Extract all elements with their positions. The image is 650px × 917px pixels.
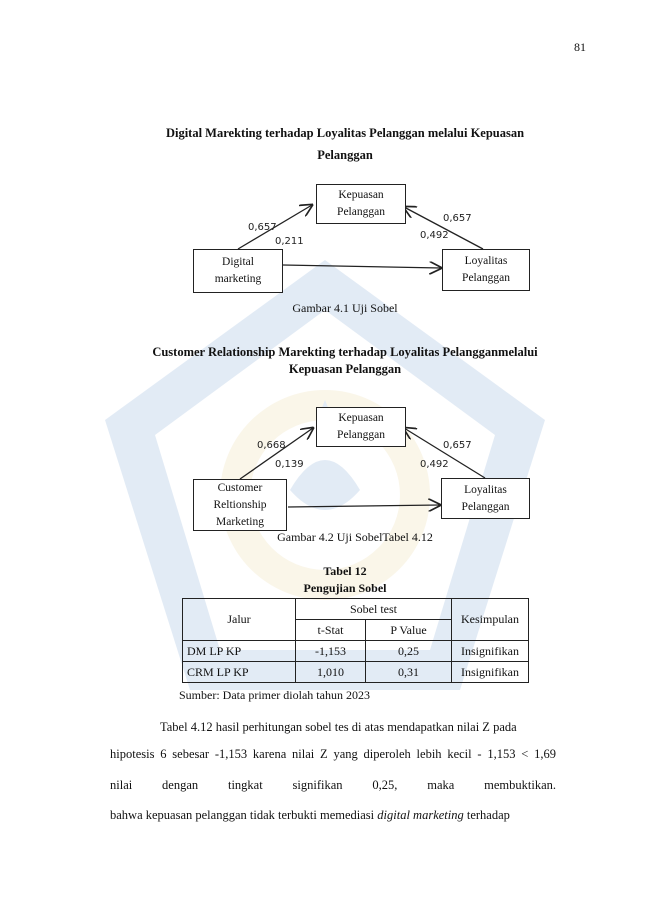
paragraph-line-4 bbox=[110, 806, 556, 824]
paragraph-text: terhadap bbox=[463, 808, 510, 822]
section2-heading-line1: Customer Relationship Marekting terhadap Loyalitas Pelangganmelalui bbox=[152, 345, 538, 359]
page-number: 81 bbox=[574, 40, 586, 54]
box-label: Marketing bbox=[216, 515, 264, 528]
box-label: Pelanggan bbox=[462, 272, 510, 284]
header-kesimpulan: Kesimpulan bbox=[452, 599, 529, 641]
box-label: Kepuasan bbox=[338, 412, 384, 424]
coefficient-label: 0,657 bbox=[443, 213, 472, 224]
box-kepuasan-pelanggan-1 bbox=[316, 184, 406, 224]
paragraph-line-1: Tabel 4.12 hasil perhitungan sobel tes di atas mendapatkan nilai Z pada bbox=[160, 720, 517, 734]
header-sobel-test: Sobel test bbox=[296, 599, 452, 620]
box-label: Loyalitas bbox=[464, 483, 507, 496]
header-p-value: P Value bbox=[366, 620, 452, 641]
cell-pvalue: 0,25 bbox=[366, 641, 452, 662]
table-row bbox=[183, 641, 529, 662]
box-kepuasan-pelanggan-2 bbox=[316, 407, 406, 447]
cell-jalur: CRM LP KP bbox=[183, 662, 296, 683]
box-digital-marketing bbox=[193, 249, 283, 293]
box-label: Customer bbox=[217, 481, 263, 494]
paragraph-emphasis: digital marketing bbox=[377, 808, 464, 822]
section1-heading-line1: Digital Marekting terhadap Loyalitas Pelanggan melalui Kepuasan bbox=[165, 126, 525, 140]
cell-tstat: 1,010 bbox=[296, 662, 366, 683]
arrow-dm-to-lp bbox=[283, 265, 441, 268]
box-label: Digital bbox=[222, 256, 254, 268]
figure-caption-2: Gambar 4.2 Uji SobelTabel 4.12 bbox=[277, 530, 433, 544]
box-label: marketing bbox=[214, 273, 262, 285]
coefficient-label: 0,657 bbox=[248, 222, 277, 233]
header-t-stat: t-Stat bbox=[296, 620, 366, 641]
box-label: Pelanggan bbox=[337, 206, 385, 218]
section1-heading-line2: Pelanggan bbox=[317, 148, 373, 162]
coefficient-label: 0,668 bbox=[257, 440, 286, 451]
box-label: Pelanggan bbox=[337, 429, 385, 441]
box-label: Loyalitas bbox=[464, 255, 508, 267]
cell-kesimpulan: Insignifikan bbox=[452, 662, 529, 683]
box-loyalitas-pelanggan-2 bbox=[441, 478, 530, 519]
figure-caption-1: Gambar 4.1 Uji Sobel bbox=[292, 301, 398, 315]
arrow-lp2-to-kp bbox=[404, 428, 485, 478]
box-loyalitas-pelanggan-1 bbox=[442, 249, 530, 291]
table-source: Sumber: Data primer diolah tahun 2023 bbox=[179, 688, 370, 702]
header-jalur: Jalur bbox=[183, 599, 296, 641]
box-label: Reltionship bbox=[213, 498, 267, 511]
coefficient-label: 0,492 bbox=[420, 459, 449, 470]
cell-tstat: -1,153 bbox=[296, 641, 366, 662]
cell-kesimpulan: Insignifikan bbox=[452, 641, 529, 662]
sobel-table bbox=[182, 598, 529, 683]
paragraph-line-3: nilai dengan tingkat signifikan 0,25, maka membuktikan. bbox=[110, 778, 556, 792]
section2-heading-line2: Kepuasan Pelanggan bbox=[288, 362, 402, 376]
box-customer-relationship-marketing bbox=[193, 479, 287, 531]
coefficient-label: 0,211 bbox=[275, 236, 304, 247]
cell-pvalue: 0,31 bbox=[366, 662, 452, 683]
cell-jalur: DM LP KP bbox=[183, 641, 296, 662]
arrow-crm-to-kp bbox=[240, 428, 313, 479]
table-subtitle: Pengujian Sobel bbox=[303, 581, 387, 595]
table-title: Tabel 12 bbox=[323, 564, 367, 578]
coefficient-label: 0,657 bbox=[443, 440, 472, 451]
arrow-crm-to-lp bbox=[288, 505, 440, 507]
box-label: Kepuasan bbox=[338, 189, 384, 201]
paragraph-line-2: hipotesis 6 sebesar -1,153 karena nilai Z yang diperoleh lebih kecil - 1,153 < 1,69 bbox=[110, 747, 556, 761]
box-label: Pelanggan bbox=[461, 500, 510, 513]
paragraph-text: bahwa kepuasan pelanggan tidak terbukti memediasi bbox=[110, 808, 378, 822]
table-row bbox=[183, 662, 529, 683]
coefficient-label: 0,492 bbox=[420, 230, 449, 241]
coefficient-label: 0,139 bbox=[275, 459, 304, 470]
